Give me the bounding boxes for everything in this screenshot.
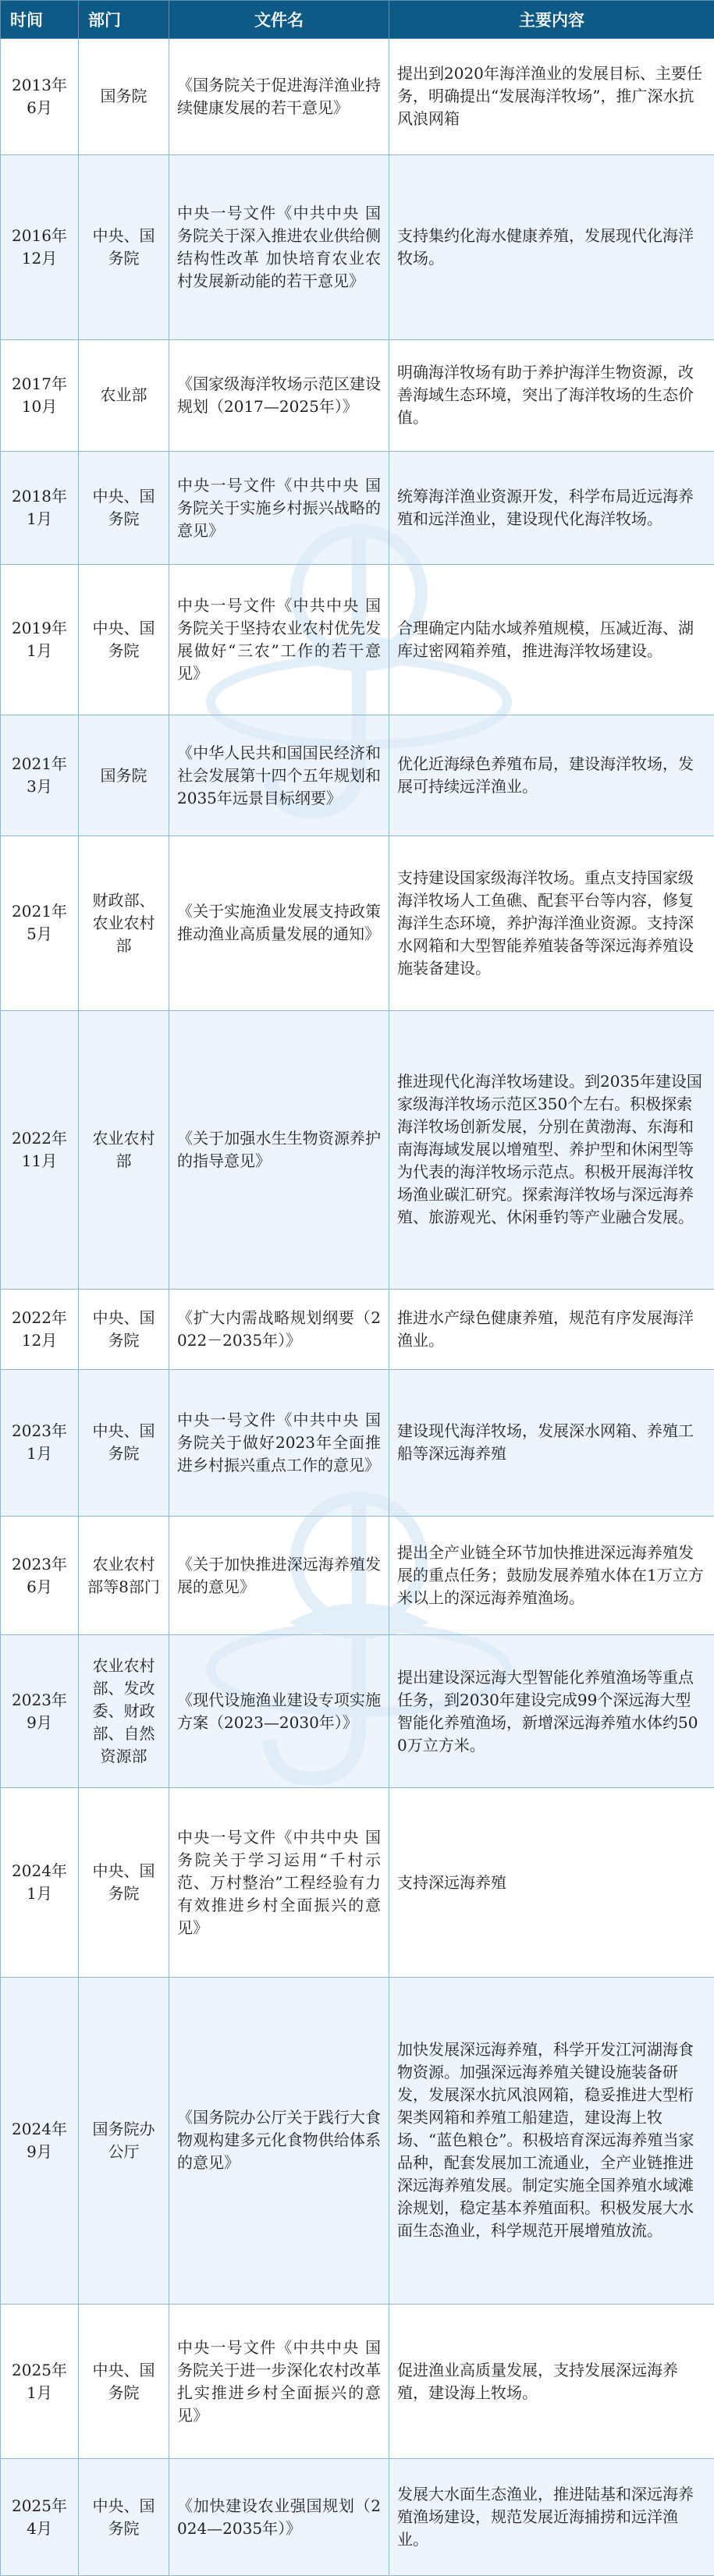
- table-row: [1, 1977, 714, 2304]
- table-row: [1, 39, 714, 155]
- cell-document: 中央一号文件《中共中央 国务院关于进一步深化农村改革 扎实推进乡村全面振兴的意见》: [169, 2305, 389, 2459]
- cell-time: 2021年3月: [1, 715, 79, 836]
- cell-document: 中央一号文件《中共中央 国务院关于实施乡村振兴战略的意见》: [169, 451, 389, 564]
- cell-content: 支持深远海养殖: [389, 1788, 714, 1977]
- cell-department: 农业农村部、发改委、财政部、自然资源部: [79, 1635, 169, 1788]
- table-row: [1, 565, 714, 715]
- cell-content: 发展大水面生态渔业，推进陆基和深远海养殖渔场建设，规范发展近海捕捞和远洋渔业。: [389, 2459, 714, 2576]
- cell-department: 国务院: [79, 715, 169, 836]
- cell-department: 农业农村部等8部门: [79, 1516, 169, 1635]
- cell-department: 中央、国务院: [79, 2305, 169, 2459]
- cell-document: 《扩大内需战略规划纲要（2022－2035年）》: [169, 1289, 389, 1369]
- cell-content: 支持集约化海水健康养殖，发展现代化海洋牧场。: [389, 154, 714, 339]
- table-row: [1, 1010, 714, 1289]
- cell-department: 农业农村部: [79, 1010, 169, 1289]
- cell-time: 2024年1月: [1, 1788, 79, 1977]
- cell-content: 提出到2020年海洋渔业的发展目标、主要任务，明确提出“发展海洋牧场”，推广深水抗风浪网箱: [389, 39, 714, 155]
- cell-department: 中央、国务院: [79, 1788, 169, 1977]
- cell-document: 《加快建设农业强国规划（2024—2035年）》: [169, 2459, 389, 2576]
- cell-content: 促进渔业高质量发展，支持发展深远海养殖，建设海上牧场。: [389, 2305, 714, 2459]
- cell-document: 中央一号文件《中共中央 国务院关于学习运用“千村示范、万村整治”工程经验有力有效推进乡村全面振兴的意见》: [169, 1788, 389, 1977]
- table-row: [1, 715, 714, 836]
- cell-time: 2024年9月: [1, 1977, 79, 2304]
- cell-content: 推进水产绿色健康养殖，规范有序发展海洋渔业。: [389, 1289, 714, 1369]
- cell-time: 2023年6月: [1, 1516, 79, 1635]
- table-header-row: [1, 1, 714, 39]
- cell-content: 提出全产业链全环节加快推进深远海养殖发展的重点任务；鼓励发展养殖水体在1万立方米以上的深远海养殖渔场。: [389, 1516, 714, 1635]
- cell-content: 提出建设深远海大型智能化养殖渔场等重点任务，到2030年建设完成99个深远海大型智能化养殖渔场，新增深远海养殖水体约500万立方米。: [389, 1635, 714, 1788]
- table-row: [1, 1516, 714, 1635]
- cell-department: 国务院: [79, 39, 169, 155]
- cell-department: 中央、国务院: [79, 451, 169, 564]
- cell-document: 中央一号文件《中共中央 国务院关于坚持农业农村优先发展做好“三农”工作的若干意见》: [169, 565, 389, 715]
- table-row: [1, 1289, 714, 1369]
- table-row: [1, 2305, 714, 2459]
- cell-document: 《现代设施渔业建设专项实施方案（2023—2030年）》: [169, 1635, 389, 1788]
- cell-time: 2016年12月: [1, 154, 79, 339]
- cell-time: 2025年1月: [1, 2305, 79, 2459]
- cell-document: 《国家级海洋牧场示范区建设规划（2017—2025年）》: [169, 339, 389, 451]
- cell-time: 2017年10月: [1, 339, 79, 451]
- cell-content: 加快发展深远海养殖，科学开发江河湖海食物资源。加强深远海养殖关键设施装备研发，发展深水抗风浪网箱，稳妥推进大型桁架类网箱和养殖工船建造，建设海上牧场、“蓝色粮仓”。积极培育深远海养殖当家品种，配套发展加工流通业，全产业链推进深远海养殖发展。制定实施全国养殖水域滩涂规划，稳定基本养殖面积。积极发展大水面生态渔业，科学规范开展增殖放流。: [389, 1977, 714, 2304]
- cell-content: 合理确定内陆水域养殖规模，压减近海、湖库过密网箱养殖，推进海洋牧场建设。: [389, 565, 714, 715]
- header-department: 部门: [79, 1, 169, 39]
- cell-document: 《国务院关于促进海洋渔业持续健康发展的若干意见》: [169, 39, 389, 155]
- table-row: [1, 2459, 714, 2576]
- cell-document: 《关于加强水生生物资源养护的指导意见》: [169, 1010, 389, 1289]
- cell-document: 《关于加快推进深远海养殖发展的意见》: [169, 1516, 389, 1635]
- cell-time: 2025年4月: [1, 2459, 79, 2576]
- cell-content: 明确海洋牧场有助于养护海洋生物资源，改善海域生态环境，突出了海洋牧场的生态价值。: [389, 339, 714, 451]
- table-row: [1, 1788, 714, 1977]
- cell-department: 中央、国务院: [79, 565, 169, 715]
- cell-content: 建设现代海洋牧场，发展深水网箱、养殖工船等深远海养殖: [389, 1370, 714, 1517]
- header-content: 主要内容: [389, 1, 714, 39]
- table-row: [1, 154, 714, 339]
- cell-document: 《中华人民共和国国民经济和社会发展第十四个五年规划和2035年远景目标纲要》: [169, 715, 389, 836]
- cell-time: 2023年9月: [1, 1635, 79, 1788]
- cell-document: 《国务院办公厅关于践行大食物观构建多元化食物供给体系的意见》: [169, 1977, 389, 2304]
- cell-department: 中央、国务院: [79, 2459, 169, 2576]
- cell-document: 中央一号文件《中共中央 国务院关于深入推进农业供给侧结构性改革 加快培育农业农村发展新动能的若干意见》: [169, 154, 389, 339]
- cell-time: 2022年12月: [1, 1289, 79, 1369]
- cell-content: 推进现代化海洋牧场建设。到2035年建设国家级海洋牧场示范区350个左右。积极探索海洋牧场创新发展，分别在黄渤海、东海和南海海域发展以增殖型、养护型和休闲型等为代表的海洋牧场示范点。积极开展海洋牧场渔业碳汇研究。探索海洋牧场与深远海养殖、旅游观光、休闲垂钓等产业融合发展。: [389, 1010, 714, 1289]
- cell-department: 中央、国务院: [79, 1370, 169, 1517]
- cell-department: 国务院办公厅: [79, 1977, 169, 2304]
- cell-document: 《关于实施渔业发展支持政策推动渔业高质量发展的通知》: [169, 836, 389, 1010]
- cell-content: 统筹海洋渔业资源开发，科学布局近远海养殖和远洋渔业，建设现代化海洋牧场。: [389, 451, 714, 564]
- header-time: 时间: [1, 1, 79, 39]
- table-row: [1, 836, 714, 1010]
- cell-department: 财政部、农业农村部: [79, 836, 169, 1010]
- cell-document: 中央一号文件《中共中央 国务院关于做好2023年全面推进乡村振兴重点工作的意见》: [169, 1370, 389, 1517]
- table-row: [1, 1635, 714, 1788]
- table-row: [1, 1370, 714, 1517]
- cell-time: 2022年11月: [1, 1010, 79, 1289]
- cell-content: 支持建设国家级海洋牧场。重点支持国家级海洋牧场人工鱼礁、配套平台等内容，修复海洋生态环境，养护海洋渔业资源。支持深水网箱和大型智能养殖装备等深远海养殖设施装备建设。: [389, 836, 714, 1010]
- cell-time: 2023年1月: [1, 1370, 79, 1517]
- header-document: 文件名: [169, 1, 389, 39]
- cell-department: 中央、国务院: [79, 154, 169, 339]
- table-row: [1, 451, 714, 564]
- cell-department: 中央、国务院: [79, 1289, 169, 1369]
- table-row: [1, 339, 714, 451]
- cell-time: 2019年1月: [1, 565, 79, 715]
- cell-department: 农业部: [79, 339, 169, 451]
- cell-time: 2018年1月: [1, 451, 79, 564]
- cell-time: 2013年6月: [1, 39, 79, 155]
- cell-content: 优化近海绿色养殖布局，建设海洋牧场，发展可持续远洋渔业。: [389, 715, 714, 836]
- cell-time: 2021年5月: [1, 836, 79, 1010]
